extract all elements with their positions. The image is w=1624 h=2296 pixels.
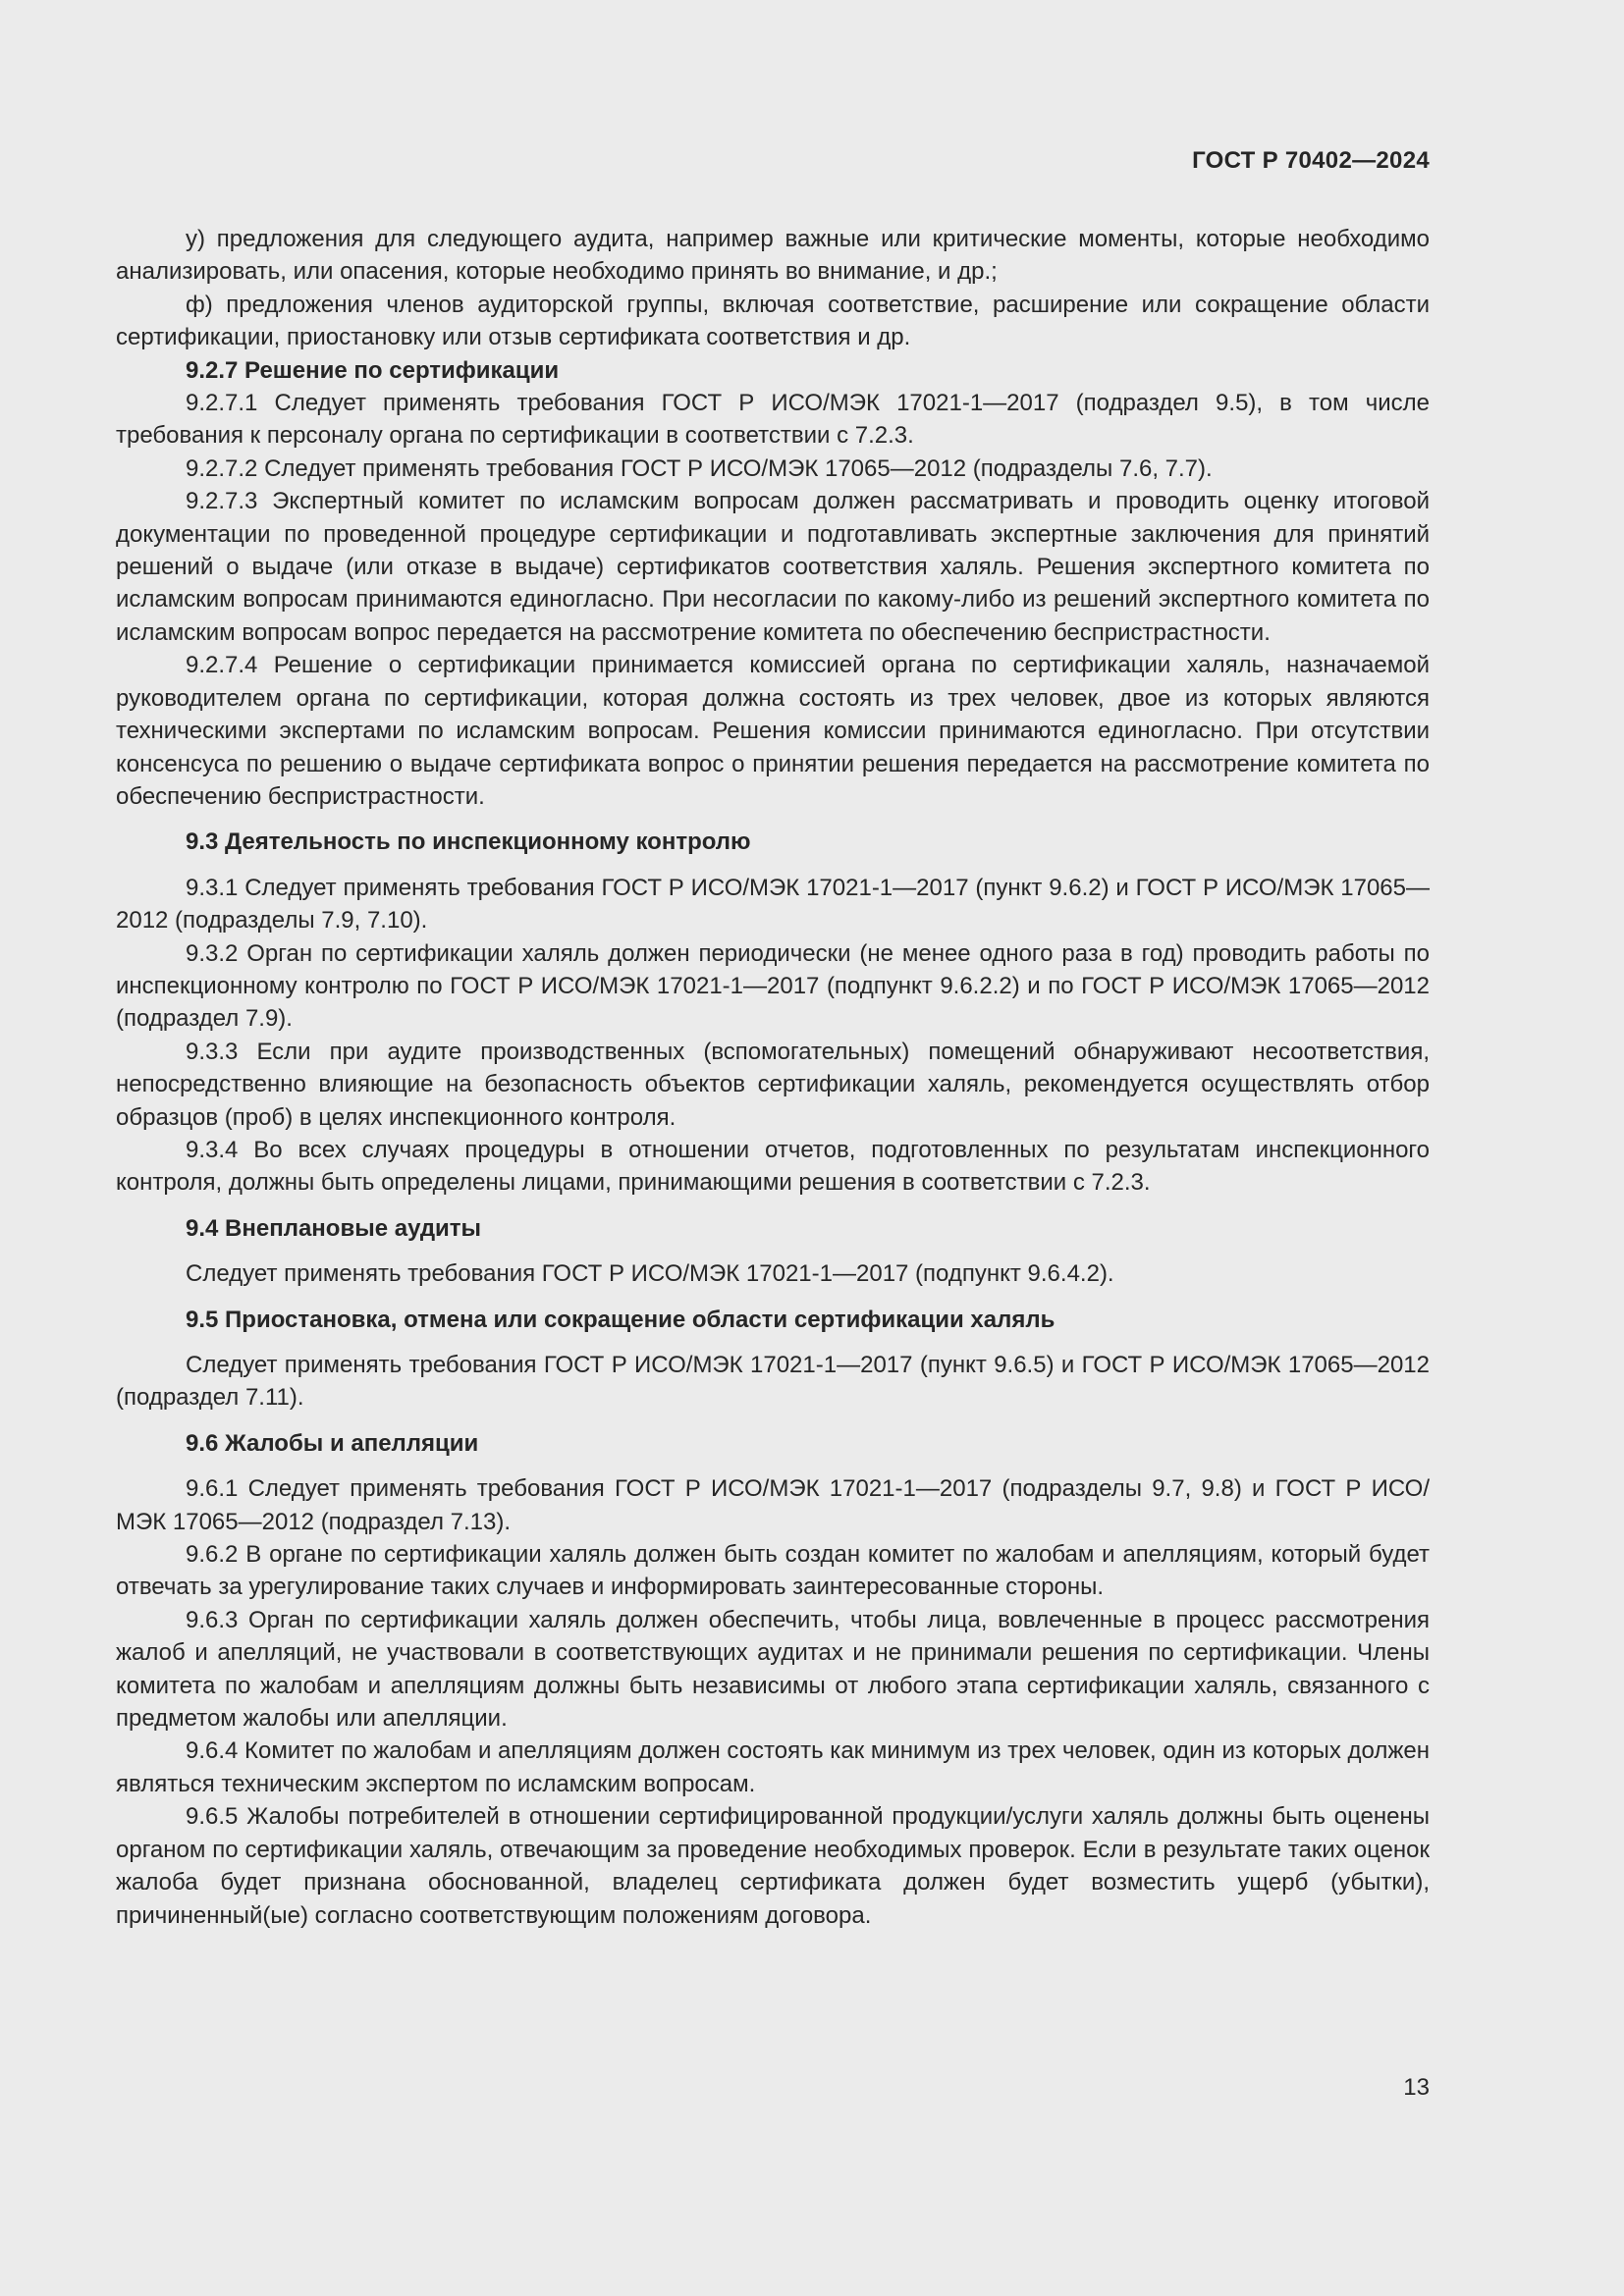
paragraph-9-6-3: 9.6.3 Орган по сертификации халяль должен обеспечить, чтобы лица, вовлеченные в процесс рассмотрения жалоб и апелляций, не участвовали в соответствующих аудитах и не принимали решения по сертификации. Члены комитета по жалобам и апелляциям должны быть независимы от любого этапа сертификации халяль, связанного с предметом жалобы или апелляции. <box>116 1606 1430 1733</box>
section-heading-9-6: 9.6 Жалобы и апелляции <box>186 1429 479 1457</box>
paragraph-9-6-1: 9.6.1 Следует применять требования ГОСТ Р ИСО/МЭК 17021-1—2017 (подразделы 9.7, 9.8) и ГОСТ Р ИСО/МЭК 17065—2012 (подраздел 7.13). <box>116 1475 1430 1535</box>
document-body <box>116 223 1430 1932</box>
paragraph-9-2-7-4: 9.2.7.4 Решение о сертификации принимается комиссией органа по сертификации халяль, назначаемой руководителем органа по сертификации, которая должна состоять из трех человек, двое из которых являются техническими экспертами по исламским вопросам. Решения комиссии принимаются единогласно. При отсутствии консенсуса по решению о выдаче сертификата вопрос о принятии решения передается на рассмотрение комитета по обеспечению беспристрастности. <box>116 652 1430 810</box>
paragraph-9-6-5: 9.6.5 Жалобы потребителей в отношении сертифицированной продукции/услуги халяль должны быть оценены органом по сертификации халяль, отвечающим за проведение необходимых проверок. Если в результате таких оценок жалоба будет признана обоснованной, владелец сертификата должен будет возместить ущерб (убытки), причиненный(ые) согласно соответствующим положениям договора. <box>116 1803 1430 1929</box>
section-heading-9-3: 9.3 Деятельность по инспекционному контролю <box>186 828 751 856</box>
list-item-f: ф) предложения членов аудиторской группы, включая соответствие, расширение или сокращение области сертификации, приостановку или отзыв сертификата соответствия и др. <box>116 291 1430 351</box>
paragraph-9-2-7-2: 9.2.7.2 Следует применять требования ГОСТ Р ИСО/МЭК 17065—2012 (подразделы 7.6, 7.7). <box>186 454 1213 482</box>
paragraph-9-2-7-3: 9.2.7.3 Экспертный комитет по исламским вопросам должен рассматривать и проводить оценку итоговой документации по проведенной процедуре сертификации и подготавливать экспертные заключения для принятий решений о выдаче (или отказе в выдаче) сертификатов соответствия халяль. Решения экспертного комитета по исламским вопросам принимаются единогласно. При несогласии по какому-либо из решений экспертного комитета по исламским вопросам вопрос передается на рассмотрение комитета по обеспечению беспристрастности. <box>116 488 1430 646</box>
section-heading-9-2-7: 9.2.7 Решение по сертификации <box>186 356 560 384</box>
paragraph-9-4: Следует применять требования ГОСТ Р ИСО/МЭК 17021-1—2017 (подпункт 9.6.4.2). <box>186 1260 1114 1288</box>
paragraph-9-6-2: 9.6.2 В органе по сертификации халяль должен быть создан комитет по жалобам и апелляциям, который будет отвечать за урегулирование таких случаев и информировать заинтересованные стороны. <box>116 1541 1430 1601</box>
paragraph-9-5: Следует применять требования ГОСТ Р ИСО/МЭК 17021-1—2017 (пункт 9.6.5) и ГОСТ Р ИСО/МЭК 17065—2012 (подраздел 7.11). <box>116 1352 1430 1412</box>
paragraph-9-3-2: 9.3.2 Орган по сертификации халяль должен периодически (не менее одного раза в год) проводить работы по инспекционному контролю по ГОСТ Р ИСО/МЭК 17021-1—2017 (подпункт 9.6.2.2) и по ГОСТ Р ИСО/МЭК 17065—2012 (подраздел 7.9). <box>116 939 1430 1033</box>
standard-designation: ГОСТ Р 70402—2024 <box>1192 147 1430 174</box>
list-item-u: у) предложения для следующего аудита, например важные или критические моменты, которые необходимо анализировать, или опасения, которые необходимо принять во внимание, и др.; <box>116 226 1430 286</box>
paragraph-9-6-4: 9.6.4 Комитет по жалобам и апелляциям должен состоять как минимум из трех человек, один из которых должен являться техническим экспертом по исламским вопросам. <box>116 1737 1430 1797</box>
paragraph-9-3-4: 9.3.4 Во всех случаях процедуры в отношении отчетов, подготовленных по результатам инспекционного контроля, должны быть определены лицами, принимающими решения в соответствии с 7.2.3. <box>116 1136 1430 1197</box>
paragraph-9-3-3: 9.3.3 Если при аудите производственных (вспомогательных) помещений обнаруживают несоответствия, непосредственно влияющие на безопасность объектов сертификации халяль, рекомендуется осуществлять отбор образцов (проб) в целях инспекционного контроля. <box>116 1038 1430 1131</box>
paragraph-9-3-1: 9.3.1 Следует применять требования ГОСТ Р ИСО/МЭК 17021-1—2017 (пункт 9.6.2) и ГОСТ Р ИСО/МЭК 17065—2012 (подразделы 7.9, 7.10). <box>116 874 1430 934</box>
section-heading-9-4: 9.4 Внеплановые аудиты <box>186 1214 482 1242</box>
paragraph-9-2-7-1: 9.2.7.1 Следует применять требования ГОСТ Р ИСО/МЭК 17021-1—2017 (подраздел 9.5), в том числе требования к персоналу органа по сертификации в соответствии с 7.2.3. <box>116 390 1430 450</box>
section-heading-9-5: 9.5 Приостановка, отмена или сокращение области сертификации халяль <box>186 1306 1056 1333</box>
page-number: 13 <box>1403 2074 1430 2101</box>
